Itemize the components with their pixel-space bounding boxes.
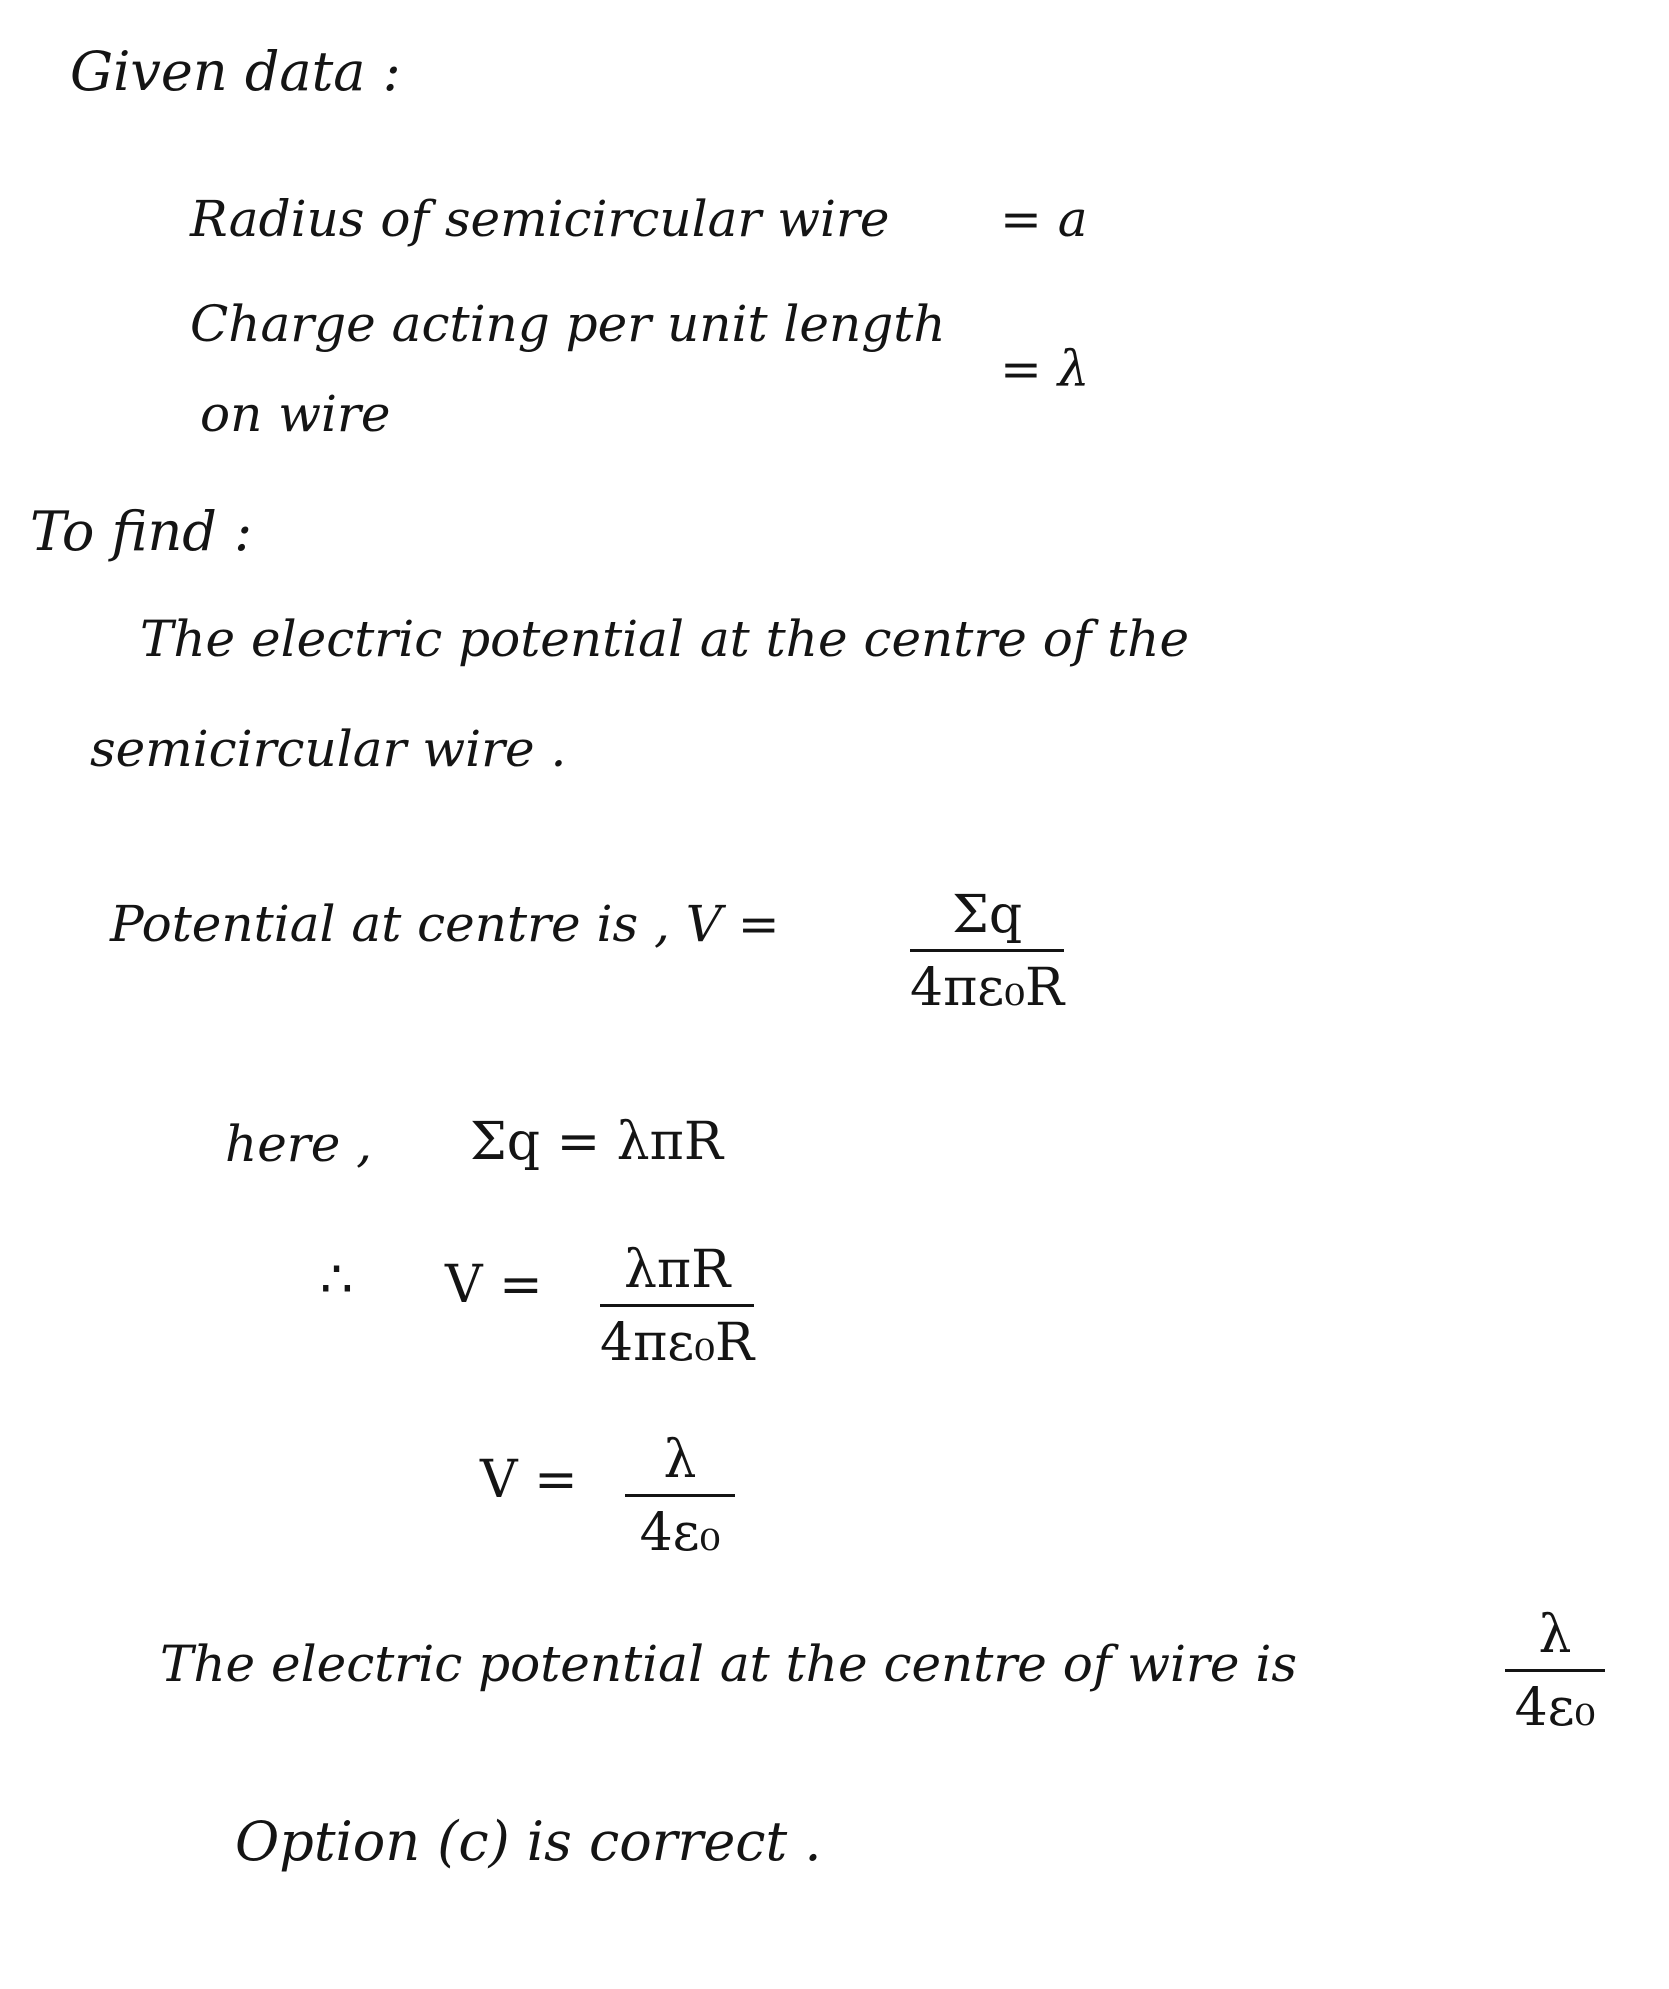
charge-value: = λ — [1000, 340, 1090, 398]
option-answer: Option (c) is correct . — [235, 1810, 822, 1873]
potential-fraction — [910, 885, 1064, 1018]
v2-numerator: λ — [663, 1430, 697, 1490]
therefore-symbol: ∴ — [320, 1250, 354, 1310]
conclusion-denominator: 4ε₀ — [1514, 1678, 1596, 1738]
here-equation: Σq = λπR — [470, 1112, 723, 1172]
v2-fraction — [625, 1430, 735, 1563]
v1-fraction — [600, 1240, 754, 1373]
v1-denominator: 4πε₀R — [600, 1313, 755, 1373]
v1-lhs: V = — [445, 1255, 543, 1315]
v1-numerator: λπR — [623, 1240, 731, 1300]
find-line2: semicircular wire . — [90, 720, 567, 778]
potential-numerator: Σq — [952, 885, 1023, 945]
here-label: here , — [225, 1115, 373, 1173]
conclusion-fraction — [1505, 1605, 1605, 1738]
charge-label-line2: on wire — [200, 385, 391, 443]
potential-label: Potential at centre is , V = — [110, 895, 780, 953]
given-heading: Given data : — [70, 40, 401, 103]
find-line1: The electric potential at the centre of the — [140, 610, 1190, 668]
v2-lhs: V = — [480, 1450, 578, 1510]
potential-denominator: 4πε₀R — [910, 958, 1065, 1018]
radius-label: Radius of semicircular wire — [190, 190, 890, 248]
find-heading: To find : — [30, 500, 253, 563]
conclusion-line: The electric potential at the centre of wire is — [160, 1635, 1298, 1693]
charge-label-line1: Charge acting per unit length — [190, 295, 946, 353]
radius-value: = a — [1000, 190, 1088, 248]
conclusion-numerator: λ — [1538, 1605, 1572, 1665]
v2-denominator: 4ε₀ — [639, 1503, 721, 1563]
